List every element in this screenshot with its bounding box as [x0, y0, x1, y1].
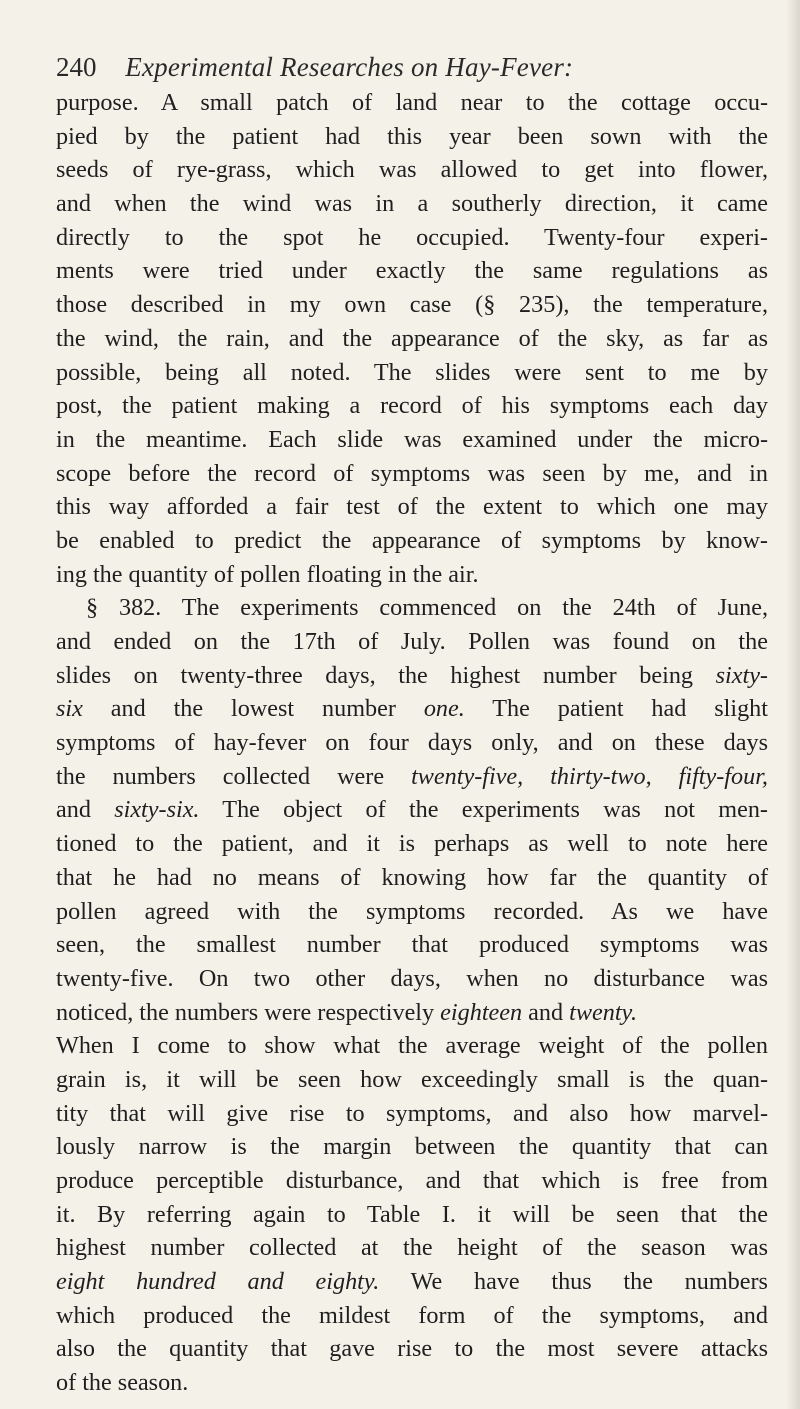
italic-phrase: twenty-five, thirty-two, fifty-four,: [411, 762, 768, 790]
text-line: [56, 1231, 768, 1265]
text-line: [56, 726, 768, 760]
text-segment: seen, the smallest number that produced symptoms was: [56, 931, 768, 959]
text-segment: grain is, it will be seen how exceedingly small is the quan-: [56, 1065, 768, 1093]
text-line: [56, 1164, 768, 1198]
text-segment: and: [522, 998, 570, 1026]
text-line: [56, 1130, 768, 1164]
text-line: [56, 120, 768, 154]
text-line: [56, 1198, 768, 1232]
text-segment: it. By referring again to Table I. it will be seen that the: [56, 1200, 768, 1228]
text-segment: When I come to show what the average weight of the pollen: [56, 1032, 768, 1060]
body-text: [56, 86, 768, 1400]
text-line: [56, 1332, 768, 1366]
text-line: [56, 861, 768, 895]
text-line: [56, 760, 768, 794]
text-line: [56, 86, 768, 120]
text-segment: pied by the patient had this year been sown with the: [56, 122, 768, 150]
text-segment: the wind, the rain, and the appearance of the sky, as far as: [56, 324, 768, 352]
text-segment: pollen agreed with the symptoms recorded. As we have: [56, 897, 768, 925]
text-segment: directly to the spot he occupied. Twenty-four experi-: [56, 223, 768, 251]
text-segment: possible, being all noted. The slides were sent to me by: [56, 358, 768, 386]
text-line: [56, 962, 768, 996]
text-line: [56, 996, 768, 1030]
text-segment: twenty-five. On two other days, when no disturbance was: [56, 964, 768, 992]
text-segment: of the season.: [56, 1369, 189, 1397]
page-number: 240: [56, 52, 97, 82]
text-segment: § 382. The experiments commenced on the 24th of June,: [86, 594, 768, 622]
text-segment: scope before the record of symptoms was seen by me, and in: [56, 459, 768, 487]
text-segment: We have thus the numbers: [379, 1268, 768, 1296]
text-line: [56, 1299, 768, 1333]
text-line: [56, 1366, 768, 1400]
text-line: [56, 625, 768, 659]
italic-phrase: eighteen: [440, 998, 523, 1026]
text-line: [56, 356, 768, 390]
text-line: [56, 389, 768, 423]
text-line: [56, 928, 768, 962]
text-line: [56, 187, 768, 221]
text-line: [56, 524, 768, 558]
text-segment: produce perceptible disturbance, and that which is free from: [56, 1167, 768, 1194]
text-segment: which produced the mildest form of the symptoms, and: [56, 1301, 768, 1329]
text-segment: this way afforded a fair test of the extent to which one may: [56, 493, 768, 521]
text-line: [56, 591, 768, 625]
text-line: [56, 490, 768, 524]
text-segment: lously narrow is the margin between the quantity that can: [56, 1133, 768, 1161]
text-segment: tioned to the patient, and it is perhaps as well to note here: [56, 830, 768, 858]
text-line: [56, 895, 768, 929]
text-line: [56, 322, 768, 356]
italic-phrase: eight hundred and eighty.: [56, 1268, 380, 1296]
text-line: [56, 1063, 768, 1097]
text-segment: slides on twenty-three days, the highest number being: [56, 661, 716, 689]
text-segment: ing the quantity of pollen floating in the air.: [56, 560, 479, 588]
text-line: [56, 793, 768, 827]
text-line: [56, 221, 768, 255]
text-line: [56, 827, 768, 861]
text-line: [56, 254, 768, 288]
italic-phrase: twenty.: [569, 998, 637, 1026]
text-line: [56, 1029, 768, 1063]
text-segment: also the quantity that gave rise to the most severe attacks: [56, 1335, 768, 1363]
text-line: [56, 558, 768, 592]
text-line: [56, 288, 768, 322]
text-line: [56, 692, 768, 726]
text-segment: and when the wind was in a southerly direction, it came: [56, 190, 768, 218]
text-segment: and ended on the 17th of July. Pollen was found on the: [56, 628, 768, 655]
text-segment: symptoms of hay-fever on four days only, and on these days: [56, 729, 768, 757]
text-segment: tity that will give rise to symptoms, and also how marvel-: [56, 1099, 768, 1127]
text-segment: seeds of rye-grass, which was allowed to get into flower,: [56, 156, 768, 184]
text-segment: highest number collected at the height of the season was: [56, 1234, 768, 1262]
page-edge-shadow: [786, 0, 800, 1409]
text-segment: noticed, the numbers were respectively: [56, 998, 441, 1026]
text-line: [56, 659, 768, 693]
text-segment: post, the patient making a record of his symptoms each day: [56, 392, 768, 420]
text-segment: The object of the experiments was not men-: [199, 796, 768, 824]
text-segment: purpose. A small patch of land near to the cottage occu-: [56, 89, 768, 116]
text-segment: ments were tried under exactly the same regulations as: [56, 257, 768, 285]
text-segment: that he had no means of knowing how far the quantity of: [56, 863, 768, 891]
text-line: [56, 423, 768, 457]
text-line: [56, 153, 768, 187]
text-segment: in the meantime. Each slide was examined under the micro-: [56, 425, 768, 453]
text-segment: be enabled to predict the appearance of symptoms by know-: [56, 526, 768, 554]
text-line: [56, 457, 768, 491]
text-segment: the numbers collected were: [56, 762, 412, 790]
text-line: [56, 1097, 768, 1131]
running-title: Experimental Researches on Hay-Fever:: [125, 52, 574, 82]
italic-phrase: sixty-six.: [114, 796, 200, 824]
text-segment: and: [56, 796, 115, 824]
text-segment: The patient had slight: [464, 695, 769, 723]
text-line: [56, 1265, 768, 1299]
italic-phrase: six: [56, 695, 83, 723]
italic-phrase: one.: [423, 695, 465, 723]
text-segment: those described in my own case (§ 235), the temperature,: [56, 291, 768, 319]
italic-phrase: sixty-: [715, 661, 768, 689]
text-segment: and the lowest number: [82, 695, 424, 723]
